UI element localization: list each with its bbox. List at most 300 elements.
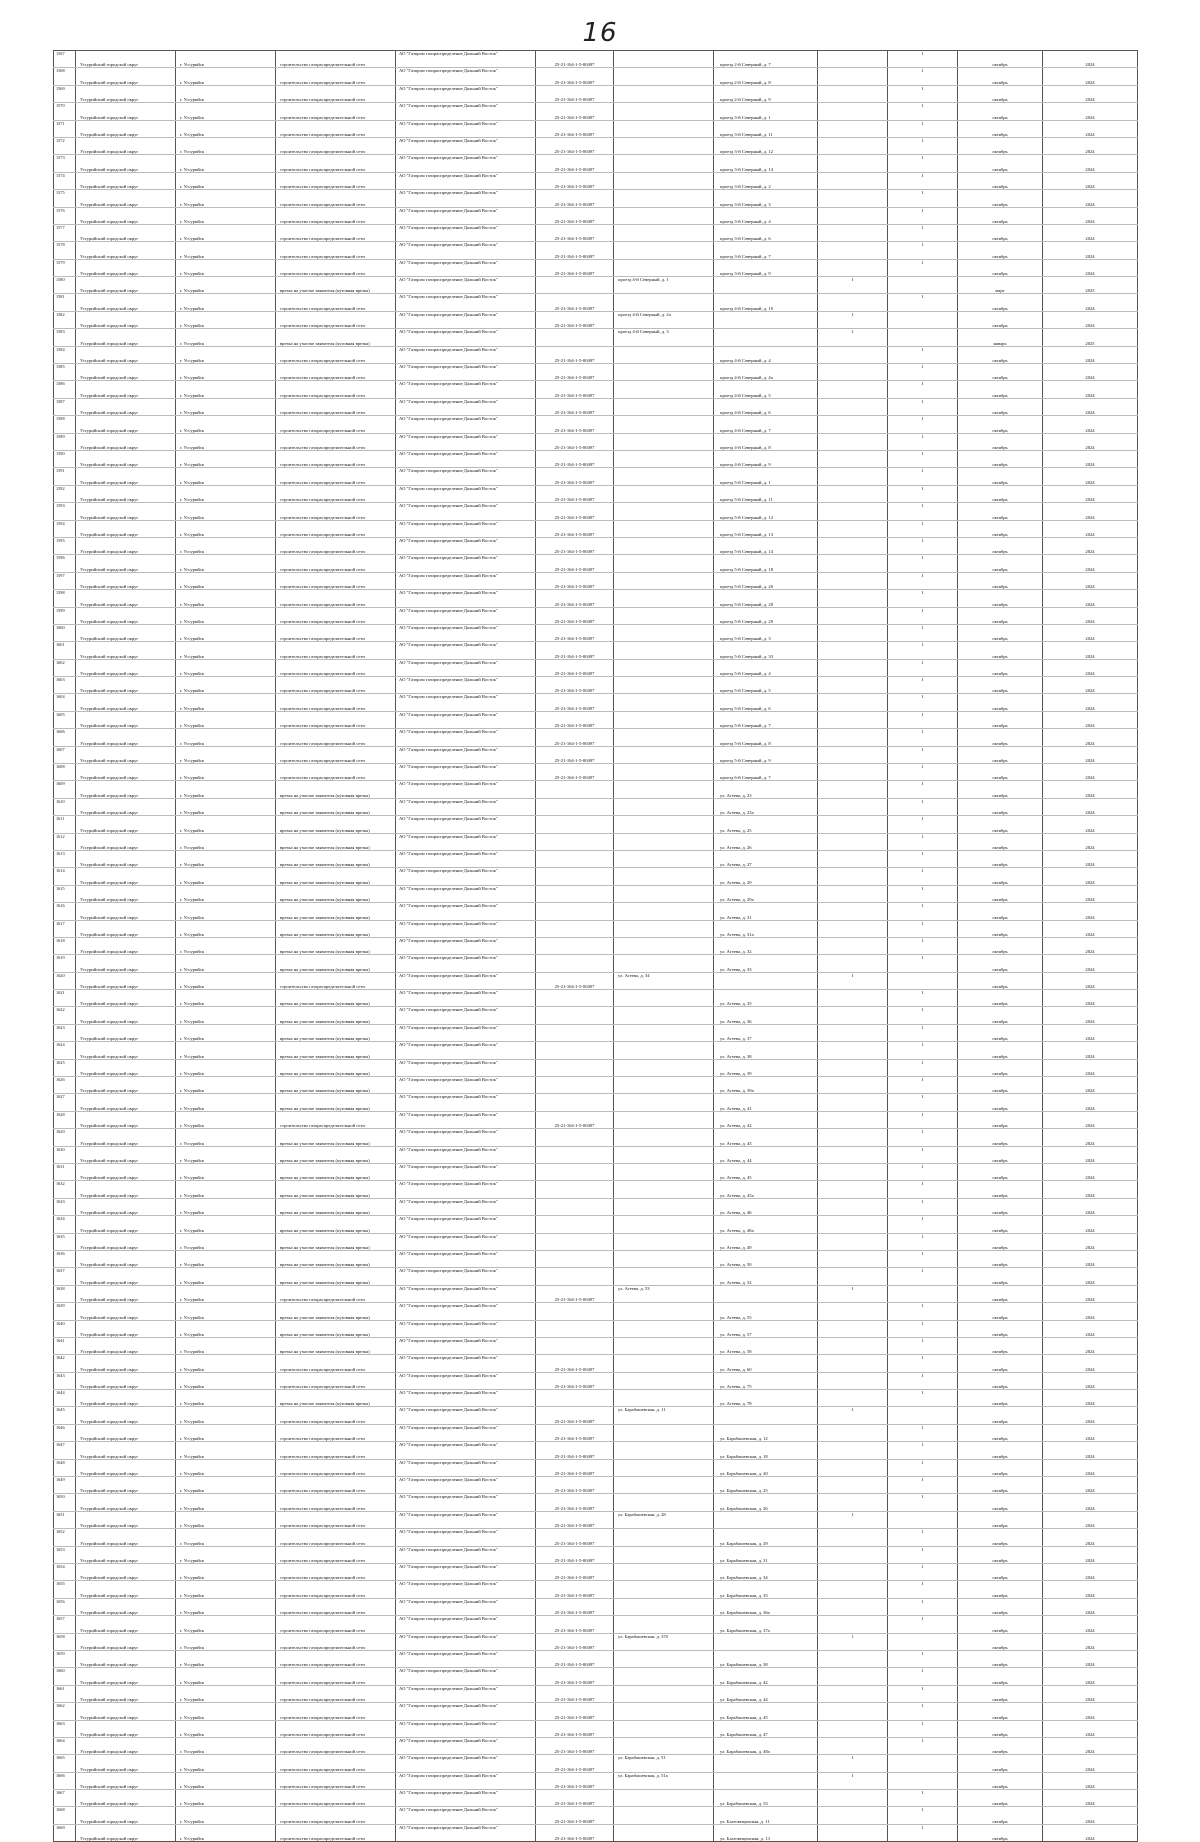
- permit-cell: 25-21-164-1-5-00497: [536, 468, 614, 485]
- row-number: 1599: [54, 607, 76, 624]
- address-object-cell: [714, 311, 818, 328]
- count-network-cell: [818, 1824, 888, 1841]
- address-network-cell: [614, 1685, 714, 1702]
- permit-cell: 25-21-164-1-5-00497: [536, 1285, 614, 1302]
- year-cell: 2024: [1043, 850, 1138, 867]
- owner-cell: АО "Газпром газораспределение Дальний Восток": [396, 1181, 536, 1198]
- work-type-cell: строительство газораспределительной сети: [276, 364, 396, 381]
- district-cell: Уссурийский городской округ: [76, 729, 176, 746]
- table-row: [54, 329, 1138, 346]
- address-object-cell: ул. Агеева, д. 29а: [714, 885, 818, 902]
- district-cell: Уссурийский городской округ: [76, 51, 176, 68]
- work-type-cell: строительство газораспределительной сети: [276, 537, 396, 554]
- permit-cell: [536, 1216, 614, 1233]
- month-cell: октябрь: [958, 503, 1043, 520]
- permit-cell: [536, 329, 614, 346]
- month-cell: октябрь: [958, 416, 1043, 433]
- address-network-cell: [614, 137, 714, 154]
- year-cell: 2024: [1043, 259, 1138, 276]
- count-network-cell: 1: [818, 972, 888, 989]
- district-cell: Уссурийский городской округ: [76, 590, 176, 607]
- address-network-cell: [614, 51, 714, 68]
- permit-cell: [536, 1077, 614, 1094]
- settlement-cell: г. Уссурийск: [176, 381, 276, 398]
- count-network-cell: 1: [818, 277, 888, 294]
- count-network-cell: [818, 503, 888, 520]
- district-cell: Уссурийский городской округ: [76, 1042, 176, 1059]
- count-network-cell: [818, 711, 888, 728]
- owner-cell: АО "Газпром газораспределение Дальний Восток": [396, 990, 536, 1007]
- count-object-cell: 1: [888, 1529, 958, 1546]
- year-cell: 2024: [1043, 642, 1138, 659]
- row-number: 1590: [54, 450, 76, 467]
- month-cell: октябрь: [958, 1807, 1043, 1824]
- permit-cell: 25-21-164-1-5-00497: [536, 1824, 614, 1841]
- work-type-cell: врезка на участке заявителя (кузовная врезка): [276, 1042, 396, 1059]
- month-cell: октябрь: [958, 885, 1043, 902]
- settlement-cell: г. Уссурийск: [176, 1024, 276, 1041]
- month-cell: октябрь: [958, 364, 1043, 381]
- month-cell: октябрь: [958, 764, 1043, 781]
- address-object-cell: проезд 5-й Северный, д. 11: [714, 485, 818, 502]
- count-network-cell: [818, 1720, 888, 1737]
- month-cell: октябрь: [958, 850, 1043, 867]
- count-network-cell: [818, 677, 888, 694]
- address-network-cell: [614, 903, 714, 920]
- address-network-cell: [614, 711, 714, 728]
- count-object-cell: 1: [888, 503, 958, 520]
- count-object-cell: 1: [888, 1007, 958, 1024]
- district-cell: Уссурийский городской округ: [76, 259, 176, 276]
- address-object-cell: проезд 3-й Северный, д. 14: [714, 155, 818, 172]
- count-object-cell: 1: [888, 1790, 958, 1807]
- permit-cell: 25-21-164-1-5-00497: [536, 1424, 614, 1441]
- settlement-cell: г. Уссурийск: [176, 781, 276, 798]
- work-type-cell: строительство газораспределительной сети: [276, 468, 396, 485]
- owner-cell: АО "Газпром газораспределение Дальний Восток": [396, 1459, 536, 1476]
- count-object-cell: 1: [888, 816, 958, 833]
- month-cell: октябрь: [958, 398, 1043, 415]
- address-network-cell: [614, 798, 714, 815]
- month-cell: январь: [958, 329, 1043, 346]
- address-network-cell: [614, 677, 714, 694]
- address-object-cell: ул. Барабашевская, д. 31: [714, 1546, 818, 1563]
- year-cell: 2025: [1043, 329, 1138, 346]
- row-number: 1593: [54, 503, 76, 520]
- owner-cell: АО "Газпром газораспределение Дальний Восток": [396, 68, 536, 85]
- year-cell: 2024: [1043, 450, 1138, 467]
- month-cell: октябрь: [958, 642, 1043, 659]
- address-network-cell: [614, 1424, 714, 1441]
- owner-cell: АО "Газпром газораспределение Дальний Восток": [396, 1250, 536, 1267]
- table-row: [54, 1459, 1138, 1476]
- year-cell: 2024: [1043, 1807, 1138, 1824]
- address-network-cell: [614, 1390, 714, 1407]
- address-object-cell: проезд 5-й Северный, д. 9: [714, 746, 818, 763]
- year-cell: 2024: [1043, 1111, 1138, 1128]
- owner-cell: АО "Газпром газораспределение Дальний Восток": [396, 51, 536, 68]
- district-cell: Уссурийский городской округ: [76, 85, 176, 102]
- district-cell: Уссурийский городской округ: [76, 207, 176, 224]
- work-type-cell: врезка на участке заявителя (кузовная врезка): [276, 885, 396, 902]
- settlement-cell: г. Уссурийск: [176, 51, 276, 68]
- address-object-cell: проезд 4-й Северный, д. 10: [714, 294, 818, 311]
- count-object-cell: 1: [888, 259, 958, 276]
- year-cell: 2024: [1043, 1563, 1138, 1580]
- permit-cell: [536, 277, 614, 294]
- month-cell: октябрь: [958, 1372, 1043, 1389]
- settlement-cell: г. Уссурийск: [176, 590, 276, 607]
- month-cell: октябрь: [958, 242, 1043, 259]
- year-cell: 2024: [1043, 1790, 1138, 1807]
- settlement-cell: г. Уссурийск: [176, 1616, 276, 1633]
- year-cell: 2024: [1043, 1772, 1138, 1789]
- district-cell: Уссурийский городской округ: [76, 816, 176, 833]
- row-number: 1604: [54, 694, 76, 711]
- count-network-cell: [818, 903, 888, 920]
- owner-cell: АО "Газпром газораспределение Дальний Восток": [396, 120, 536, 137]
- month-cell: октябрь: [958, 624, 1043, 641]
- row-number: 1663: [54, 1720, 76, 1737]
- address-network-cell: [614, 624, 714, 641]
- owner-cell: АО "Газпром газораспределение Дальний Восток": [396, 103, 536, 120]
- work-type-cell: строительство газораспределительной сети: [276, 68, 396, 85]
- address-network-cell: ул. Агеева, д. 34: [614, 972, 714, 989]
- row-number: 1623: [54, 1024, 76, 1041]
- table-row: [54, 1355, 1138, 1372]
- count-network-cell: [818, 624, 888, 641]
- work-type-cell: строительство газораспределительной сети: [276, 1529, 396, 1546]
- year-cell: 2024: [1043, 816, 1138, 833]
- owner-cell: АО "Газпром газораспределение Дальний Восток": [396, 572, 536, 589]
- work-type-cell: врезка на участке заявителя (кузовная врезка): [276, 1181, 396, 1198]
- work-type-cell: врезка на участке заявителя (кузовная врезка): [276, 833, 396, 850]
- address-object-cell: ул. Агеева, д. 57: [714, 1320, 818, 1337]
- month-cell: октябрь: [958, 1007, 1043, 1024]
- address-object-cell: проезд 5-й Северный, д. 18: [714, 555, 818, 572]
- table-row: [54, 364, 1138, 381]
- work-type-cell: строительство газораспределительной сети: [276, 85, 396, 102]
- settlement-cell: г. Уссурийск: [176, 1216, 276, 1233]
- work-type-cell: строительство газораспределительной сети: [276, 1824, 396, 1841]
- row-number: 1571: [54, 120, 76, 137]
- settlement-cell: г. Уссурийск: [176, 764, 276, 781]
- table-row: [54, 1616, 1138, 1633]
- count-object-cell: 1: [888, 903, 958, 920]
- district-cell: Уссурийский городской округ: [76, 868, 176, 885]
- count-object-cell: 1: [888, 1094, 958, 1111]
- year-cell: 2024: [1043, 1250, 1138, 1267]
- count-network-cell: [818, 520, 888, 537]
- count-object-cell: 1: [888, 798, 958, 815]
- address-network-cell: [614, 1459, 714, 1476]
- row-number: 1607: [54, 746, 76, 763]
- address-object-cell: ул. Агеева, д. 58: [714, 1337, 818, 1354]
- count-object-cell: 1: [888, 1181, 958, 1198]
- address-object-cell: ул. Барабашевская, д. 20: [714, 1459, 818, 1476]
- permit-cell: 25-21-164-1-5-00497: [536, 1633, 614, 1650]
- month-cell: октябрь: [958, 711, 1043, 728]
- count-network-cell: [818, 1146, 888, 1163]
- row-number: 1634: [54, 1216, 76, 1233]
- count-network-cell: [818, 1616, 888, 1633]
- permit-cell: [536, 1268, 614, 1285]
- district-cell: Уссурийский городской округ: [76, 1355, 176, 1372]
- work-type-cell: строительство газораспределительной сети: [276, 746, 396, 763]
- owner-cell: АО "Газпром газораспределение Дальний Восток": [396, 781, 536, 798]
- count-object-cell: 1: [888, 1442, 958, 1459]
- work-type-cell: строительство газораспределительной сети: [276, 259, 396, 276]
- address-network-cell: [614, 381, 714, 398]
- work-type-cell: врезка на участке заявителя (кузовная врезка): [276, 1077, 396, 1094]
- address-network-cell: [614, 1007, 714, 1024]
- address-object-cell: проезд 5-й Северный, д. 33: [714, 642, 818, 659]
- row-number: 1579: [54, 259, 76, 276]
- work-type-cell: врезка на участке заявителя (кузовная врезка): [276, 990, 396, 1007]
- permit-cell: 25-21-164-1-5-00497: [536, 555, 614, 572]
- table-row: [54, 1146, 1138, 1163]
- address-object-cell: проезд 5-й Северный, д. 29: [714, 607, 818, 624]
- year-cell: 2024: [1043, 294, 1138, 311]
- month-cell: октябрь: [958, 990, 1043, 1007]
- table-row: [54, 833, 1138, 850]
- address-object-cell: ул. Агеева, д. 45а: [714, 1181, 818, 1198]
- year-cell: 2024: [1043, 1146, 1138, 1163]
- district-cell: Уссурийский городской округ: [76, 190, 176, 207]
- table-row: [54, 990, 1138, 1007]
- district-cell: Уссурийский городской округ: [76, 746, 176, 763]
- month-cell: март: [958, 277, 1043, 294]
- count-object-cell: 1: [888, 1042, 958, 1059]
- settlement-cell: г. Уссурийск: [176, 416, 276, 433]
- district-cell: Уссурийский городской округ: [76, 1216, 176, 1233]
- settlement-cell: г. Уссурийск: [176, 1581, 276, 1598]
- district-cell: Уссурийский городской округ: [76, 1633, 176, 1650]
- address-object-cell: проезд 5-й Северный, д. 1: [714, 468, 818, 485]
- year-cell: 2024: [1043, 207, 1138, 224]
- row-number: 1584: [54, 346, 76, 363]
- owner-cell: АО "Газпром газораспределение Дальний Восток": [396, 433, 536, 450]
- district-cell: Уссурийский городской округ: [76, 1720, 176, 1737]
- district-cell: Уссурийский городской округ: [76, 1320, 176, 1337]
- month-cell: октябрь: [958, 798, 1043, 815]
- district-cell: Уссурийский городской округ: [76, 1790, 176, 1807]
- address-object-cell: ул. Барабашевская, д. 34: [714, 1563, 818, 1580]
- year-cell: 2024: [1043, 1616, 1138, 1633]
- district-cell: Уссурийский городской округ: [76, 1390, 176, 1407]
- district-cell: Уссурийский городской округ: [76, 364, 176, 381]
- count-network-cell: [818, 294, 888, 311]
- table-row: [54, 1233, 1138, 1250]
- count-object-cell: 1: [888, 555, 958, 572]
- address-object-cell: проезд 6-й Северный, д. 7: [714, 764, 818, 781]
- year-cell: 2024: [1043, 416, 1138, 433]
- table-row: [54, 1285, 1138, 1302]
- count-network-cell: [818, 642, 888, 659]
- table-row: [54, 1250, 1138, 1267]
- row-number: 1609: [54, 781, 76, 798]
- address-object-cell: проезд 5-й Северный, д. 5: [714, 677, 818, 694]
- permit-cell: 25-21-164-1-5-00497: [536, 1563, 614, 1580]
- address-object-cell: ул. Агеева, д. 52: [714, 1268, 818, 1285]
- count-network-cell: [818, 868, 888, 885]
- year-cell: 2024: [1043, 1720, 1138, 1737]
- permit-cell: [536, 1164, 614, 1181]
- month-cell: октябрь: [958, 1250, 1043, 1267]
- count-object-cell: 1: [888, 1477, 958, 1494]
- count-network-cell: [818, 1077, 888, 1094]
- count-network-cell: [818, 1737, 888, 1754]
- owner-cell: АО "Газпром газораспределение Дальний Восток": [396, 1233, 536, 1250]
- count-object-cell: 1: [888, 1563, 958, 1580]
- address-network-cell: ул. Барабашевская, д. 51а: [614, 1772, 714, 1789]
- year-cell: 2024: [1043, 781, 1138, 798]
- table-row: [54, 624, 1138, 641]
- count-object-cell: 1: [888, 1337, 958, 1354]
- month-cell: октябрь: [958, 694, 1043, 711]
- count-object-cell: [888, 1407, 958, 1424]
- permit-cell: 25-21-164-1-5-00497: [536, 711, 614, 728]
- permit-cell: 25-21-164-1-5-00497: [536, 224, 614, 241]
- row-number: 1646: [54, 1424, 76, 1441]
- settlement-cell: г. Уссурийск: [176, 1320, 276, 1337]
- month-cell: октябрь: [958, 1268, 1043, 1285]
- address-network-cell: [614, 450, 714, 467]
- address-object-cell: ул. Агеева, д. 41: [714, 1094, 818, 1111]
- count-object-cell: 1: [888, 207, 958, 224]
- address-object-cell: ул. Агеева, д. 27: [714, 850, 818, 867]
- settlement-cell: г. Уссурийск: [176, 346, 276, 363]
- settlement-cell: г. Уссурийск: [176, 1198, 276, 1215]
- count-object-cell: 1: [888, 1146, 958, 1163]
- table-row: [54, 311, 1138, 328]
- permit-cell: 25-21-164-1-5-00497: [536, 1598, 614, 1615]
- address-object-cell: ул. Барабашевская, д. 18: [714, 1442, 818, 1459]
- settlement-cell: г. Уссурийск: [176, 1824, 276, 1841]
- row-number: 1603: [54, 677, 76, 694]
- count-object-cell: 1: [888, 224, 958, 241]
- district-cell: Уссурийский городской округ: [76, 1772, 176, 1789]
- address-object-cell: ул. Барабашевская, д. 48а: [714, 1737, 818, 1754]
- year-cell: 2024: [1043, 485, 1138, 502]
- table-row: [54, 1164, 1138, 1181]
- address-object-cell: проезд 5-й Северный, д. 12: [714, 503, 818, 520]
- district-cell: Уссурийский городской округ: [76, 1755, 176, 1772]
- year-cell: 2024: [1043, 1755, 1138, 1772]
- month-cell: октябрь: [958, 1303, 1043, 1320]
- year-cell: 2024: [1043, 381, 1138, 398]
- work-type-cell: строительство газораспределительной сети: [276, 294, 396, 311]
- settlement-cell: г. Уссурийск: [176, 1355, 276, 1372]
- address-network-cell: [614, 1824, 714, 1841]
- district-cell: Уссурийский городской округ: [76, 398, 176, 415]
- address-network-cell: [614, 1111, 714, 1128]
- address-object-cell: ул. Барабашевская, д. 53: [714, 1790, 818, 1807]
- address-object-cell: ул. Агеева, д. 75: [714, 1372, 818, 1389]
- table-row: [54, 503, 1138, 520]
- month-cell: октябрь: [958, 833, 1043, 850]
- month-cell: октябрь: [958, 1494, 1043, 1511]
- district-cell: Уссурийский городской округ: [76, 1024, 176, 1041]
- district-cell: Уссурийский городской округ: [76, 1581, 176, 1598]
- count-network-cell: [818, 346, 888, 363]
- permit-cell: 25-21-164-1-5-00497: [536, 590, 614, 607]
- work-type-cell: врезка на участке заявителя (кузовная врезка): [276, 903, 396, 920]
- permit-cell: 25-21-164-1-5-00497: [536, 677, 614, 694]
- settlement-cell: г. Уссурийск: [176, 1129, 276, 1146]
- table-row: [54, 537, 1138, 554]
- table-row: [54, 1598, 1138, 1615]
- count-object-cell: [888, 329, 958, 346]
- owner-cell: АО "Газпром газораспределение Дальний Восток": [396, 1007, 536, 1024]
- settlement-cell: г. Уссурийск: [176, 277, 276, 294]
- table-row: [54, 1007, 1138, 1024]
- address-network-cell: [614, 1477, 714, 1494]
- count-network-cell: [818, 172, 888, 189]
- table-row: [54, 607, 1138, 624]
- count-object-cell: 1: [888, 1685, 958, 1702]
- count-object-cell: 1: [888, 1024, 958, 1041]
- row-number: 1605: [54, 711, 76, 728]
- settlement-cell: г. Уссурийск: [176, 207, 276, 224]
- year-cell: 2024: [1043, 868, 1138, 885]
- year-cell: 2024: [1043, 1407, 1138, 1424]
- count-network-cell: [818, 990, 888, 1007]
- table-row: [54, 1077, 1138, 1094]
- district-cell: Уссурийский городской округ: [76, 172, 176, 189]
- settlement-cell: г. Уссурийск: [176, 1164, 276, 1181]
- year-cell: 2024: [1043, 764, 1138, 781]
- district-cell: Уссурийский городской округ: [76, 885, 176, 902]
- count-network-cell: [818, 450, 888, 467]
- month-cell: октябрь: [958, 1198, 1043, 1215]
- table-row: [54, 1024, 1138, 1041]
- address-network-cell: [614, 242, 714, 259]
- district-cell: Уссурийский городской округ: [76, 1007, 176, 1024]
- month-cell: октябрь: [958, 1598, 1043, 1615]
- month-cell: октябрь: [958, 1424, 1043, 1441]
- table-row: [54, 1372, 1138, 1389]
- settlement-cell: г. Уссурийск: [176, 572, 276, 589]
- count-object-cell: 1: [888, 764, 958, 781]
- district-cell: Уссурийский городской округ: [76, 642, 176, 659]
- count-network-cell: [818, 1546, 888, 1563]
- row-number: 1583: [54, 329, 76, 346]
- settlement-cell: г. Уссурийск: [176, 729, 276, 746]
- district-cell: Уссурийский городской округ: [76, 155, 176, 172]
- permit-cell: [536, 955, 614, 972]
- count-object-cell: 1: [888, 572, 958, 589]
- address-object-cell: ул. Агеева, д. 26: [714, 833, 818, 850]
- address-network-cell: [614, 1250, 714, 1267]
- address-network-cell: [614, 259, 714, 276]
- settlement-cell: г. Уссурийск: [176, 450, 276, 467]
- work-type-cell: строительство газораспределительной сети: [276, 381, 396, 398]
- settlement-cell: г. Уссурийск: [176, 190, 276, 207]
- count-object-cell: 1: [888, 1111, 958, 1128]
- permit-cell: [536, 1390, 614, 1407]
- settlement-cell: г. Уссурийск: [176, 1720, 276, 1737]
- permit-cell: [536, 1303, 614, 1320]
- table-row: [54, 1442, 1138, 1459]
- row-number: 1653: [54, 1546, 76, 1563]
- district-cell: Уссурийский городской округ: [76, 1737, 176, 1754]
- permit-cell: 25-21-164-1-5-00497: [536, 1372, 614, 1389]
- month-cell: октябрь: [958, 955, 1043, 972]
- address-network-cell: [614, 590, 714, 607]
- year-cell: 2024: [1043, 1355, 1138, 1372]
- month-cell: октябрь: [958, 972, 1043, 989]
